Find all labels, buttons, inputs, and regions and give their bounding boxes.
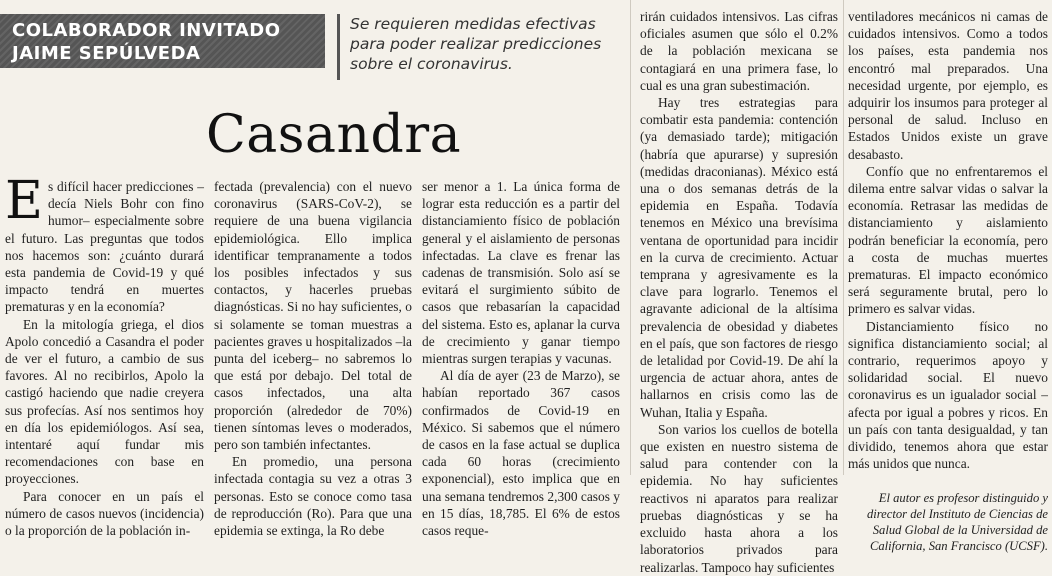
paragraph: ser menor a 1. La única forma de lograr esta reducción es a partir del distanciamiento físico de población general y el aislamiento de personas infectadas. La clave es frenar las cadenas de transmisión. Solo así se evitará el surgimiento súbito de casos que rebasarían la capacidad del sistema. Esto es, aplanar la curva de crecimiento y ganar tiempo mientras surgen terapias y vacunas. [422, 179, 620, 367]
column-divider [843, 0, 844, 475]
author-bio [848, 490, 1048, 554]
paragraph [5, 171, 204, 316]
article-column-5 [848, 8, 1048, 554]
paragraph: Para conocer en un país el número de casos nuevos (incidencia) o la proporción de la población in- [5, 488, 204, 539]
article-column-2 [214, 178, 412, 539]
author-name: JAIME SEPÚLVEDA [12, 43, 201, 64]
paragraph: Distanciamiento físico no significa distanciamiento social; al contrario, requerimos apoyo y solidaridad social. El nuevo coronavirus es un igualador social –afecta por igual a pobres y ricos. En un país con tanta desigualdad, y tan dividido, tenemos ahora que estar más unidos que nunca. [848, 318, 1048, 472]
author-bio-text: El autor es profesor distinguido y director del Instituto de Ciencias de Salud Global de la Universidad de California, San Francisco (UCSF). [866, 491, 1048, 554]
paragraph: Confío que no enfrentaremos el dilema entre salvar vidas o salvar la economía. Retrasar las medidas de distanciamiento y aislamiento podrán beneficiar la economía, pero a costa de muchas muertes prematuras. El impacto económico será seguramente brutal, pero lo primero es salvar vidas. [848, 163, 1048, 317]
article-column-3 [422, 178, 620, 539]
article-column-4 [640, 8, 838, 575]
column-divider [630, 0, 631, 475]
contributor-role: COLABORADOR INVITADO [12, 20, 281, 41]
paragraph: En la mitología griega, el dios Apolo concedió a Casandra el poder de ver el futuro, a cambio de sus favores. Al no recibirlos, Apolo la castigó haciendo que nadie creyera sus profecías. Así nos sentimos hoy en día los epidemiólogos. Así sea, intentaré aquí fundar mis recomendaciones con base en proyecciones. [5, 316, 204, 487]
paragraph: Hay tres estrategias para combatir esta pandemia: contención (ya demasiado tarde); mitigación (habría que apurarse) y supresión (medidas draconianas). México está una o dos semanas detrás de la epidemia en España. Todavía tenemos en México una brevísima ventana de oportunidad para incidir en la curva de crecimiento. Actuar temprana y agresivamente es la clave para lograrlo. Tenemos el agravante adicional de la altísima prevalencia de obesidad y diabetes en el país, que son factores de riesgo de letalidad por Covid-19. De ahí la urgencia de actuar ahora, antes de hallarnos en crisis como las de Wuhan, Italia y España. [640, 95, 838, 420]
paragraph: rirán cuidados intensivos. Las cifras oficiales asumen que sólo el 0.2% de la población mexicana se contagiará en una primera fase, lo cual es una gran subestimación. [640, 9, 838, 93]
paragraph: fectada (prevalencia) con el nuevo coronavirus (SARS-CoV-2), se requiere de una buena vigilancia epidemiológica. Ello implica identificar tempranamente a todos los posibles infectados y sus contactos, y hacerles pruebas diagnósticas. Si no hay suficientes, o si solamente se toman muestras a pacientes graves u hospitalizados –la punta del iceberg– no sabremos lo que está por debajo. Del total de casos infectados, una alta proporción (alrededor de 70%) tienen síntomas leves o moderados, pero son también infectantes. [214, 179, 412, 453]
drop-cap: E [5, 171, 43, 231]
guest-contributor-banner [0, 14, 325, 68]
paragraph-text: s difícil hacer predicciones –decía Niels Bohr con fino humor– especialmente sobre el futuro. Las preguntas que todos nos hacemos son: ¿cuánto durará esta pandemia de Covid-19 y qué impacto tendrá en muertes prematuras y en la economía? [5, 179, 204, 315]
article-tagline: Se requieren medidas efectivas para poder realizar predicciones sobre el coronavirus. [337, 14, 617, 80]
paragraph: En promedio, una persona infectada contagia su vez a otras 3 personas. Esto se conoce como tasa de reproducción (Ro). Para que una epidemia se extinga, la Ro debe [214, 454, 412, 539]
article-headline: Casandra [206, 105, 462, 165]
paragraph: Son varios los cuellos de botella que existen en nuestro sistema de salud para contender con la epidemia. No hay suficientes reactivos ni aparatos para realizar pruebas diagnósticas y se ha excluido hasta ahora a los laboratorios privados para realizarlas. Tampoco hay suficientes [640, 421, 838, 575]
paragraph: ventiladores mecánicos ni camas de cuidados intensivos. Como a todos los países, esta pandemia nos encontró mal preparados. Una necesidad urgente, por ejemplo, es adquirir los insumos para proteger al personal de salud. Incluso en Estados Unidos existe un grave desabasto. [848, 9, 1048, 162]
paragraph: Al día de ayer (23 de Marzo), se habían reportado 367 casos confirmados de Covid-19 en México. Si sabemos que el número de casos en la fase actual se duplica cada 60 horas (crecimiento exponencial), esto implica que en una semana tendremos 2,300 casos y en 15 días, 18,785. El 6% de estos casos reque- [422, 368, 620, 539]
article-column-1 [5, 171, 204, 539]
